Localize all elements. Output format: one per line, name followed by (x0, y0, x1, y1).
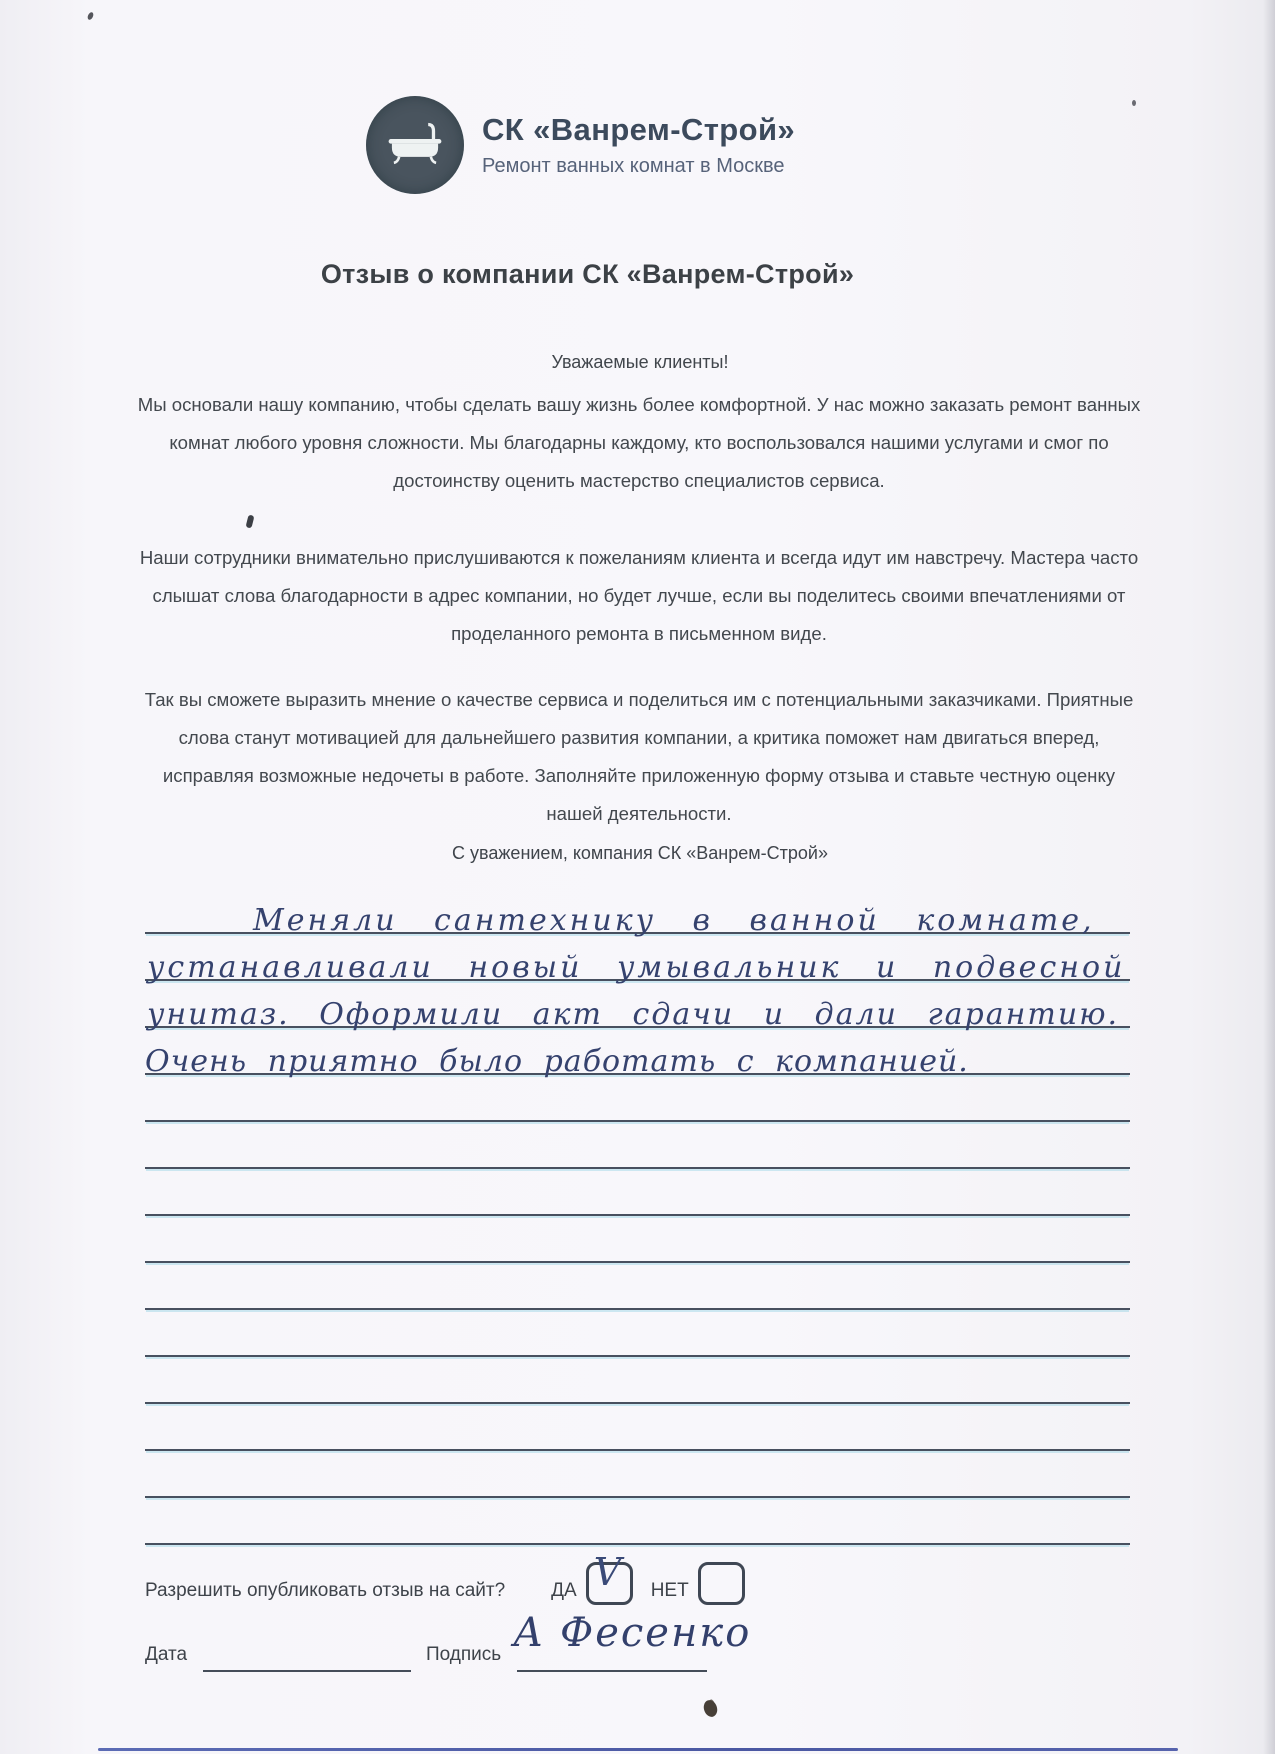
date-label: Дата (145, 1644, 188, 1665)
company-header (366, 96, 795, 194)
scan-speck (246, 514, 255, 528)
handwritten-review-line: устанавливали новый умывальник и подвесной (147, 950, 1126, 985)
intro-paragraph-3: Так вы сможете выразить мнение о качестве сервиса и поделиться им с потенциальными заказчиками. Приятные слова станут мотивацией для дальнейшего развития компании, а критика поможет нам двигаться вперед, исправляя возможные недочеты в работе. Заполняйте приложенную форму отзыва и ставьте честную оценку нашей деятельности. (144, 689, 1134, 824)
signature-label: Подпись (426, 1644, 502, 1665)
ruled-line[interactable] (145, 1169, 1130, 1216)
yes-checkbox[interactable] (586, 1550, 633, 1605)
salutation: Уважаемые клиенты! (551, 352, 729, 372)
ruled-line[interactable] (145, 1075, 1130, 1122)
handwritten-review-line: Меняли сантехнику в ванной комнате, (253, 903, 1095, 938)
scan-speck (1132, 100, 1136, 106)
ruled-line[interactable] (145, 1498, 1130, 1545)
ruled-line[interactable] (145, 1028, 1130, 1079)
signature-input-line[interactable] (517, 1670, 707, 1672)
brand-name: СК «Ванрем-Строй» (482, 112, 796, 147)
scan-edge-line (98, 1748, 1178, 1751)
intro-paragraph-1: Мы основали нашу компанию, чтобы сделать вашу жизнь более комфортной. У нас можно заказать ремонт ванных комнат любого уровня сложности. Мы благодарны каждому, кто воспользовался нашими услугами и смог по достоинству оценить мастерство специалистов сервиса. (137, 394, 1141, 491)
review-writing-area[interactable] (145, 887, 1130, 1545)
ruled-line[interactable] (145, 887, 1130, 938)
date-signature-row (145, 1610, 1135, 1698)
bathtub-icon (382, 110, 448, 181)
handwritten-review-line: Очень приятно было работать с компанией. (145, 1044, 969, 1079)
signoff-line: С уважением, компания СК «Ванрем-Строй» (452, 843, 828, 863)
ruled-line[interactable] (145, 934, 1130, 985)
page-title: Отзыв о компании СК «Ванрем-Строй» (320, 259, 855, 289)
publish-question-label: Разрешить опубликовать отзыв на сайт? (145, 1579, 506, 1601)
ruled-line[interactable] (145, 981, 1130, 1032)
fly-artifact (702, 1698, 720, 1718)
ruled-line[interactable] (145, 1216, 1130, 1263)
handwritten-review-line: унитаз. Оформили акт сдачи и дали гарантию. (147, 997, 1120, 1032)
ruled-line[interactable] (145, 1451, 1130, 1498)
intro-paragraph-2: Наши сотрудники внимательно прислушиваются к пожеланиям клиента и всегда идут им навстречу. Мастера часто слышат слова благодарности в адрес компании, но будет лучше, если вы поделитесь своими впечатлениями от проделанного ремонта в письменном виде. (139, 547, 1139, 644)
ruled-line[interactable] (145, 1122, 1130, 1169)
ruled-line[interactable] (145, 1310, 1130, 1357)
brand-text (482, 112, 795, 178)
no-label: НЕТ (650, 1579, 689, 1601)
yes-label: ДА (551, 1579, 577, 1601)
scan-speck (87, 11, 95, 20)
publish-question-row (145, 1550, 745, 1605)
handwritten-signature: А Фесенко (513, 1610, 752, 1656)
no-checkbox[interactable] (698, 1562, 745, 1605)
ruled-line[interactable] (145, 1263, 1130, 1310)
brand-tagline: Ремонт ванных комнат в Москве (482, 155, 785, 177)
company-logo (366, 96, 464, 194)
ruled-line[interactable] (145, 1404, 1130, 1451)
date-input-line[interactable] (203, 1670, 411, 1672)
scan-edge-shadow (1263, 0, 1275, 1754)
handwritten-check-mark: V (593, 1550, 622, 1594)
ruled-line[interactable] (145, 1357, 1130, 1404)
